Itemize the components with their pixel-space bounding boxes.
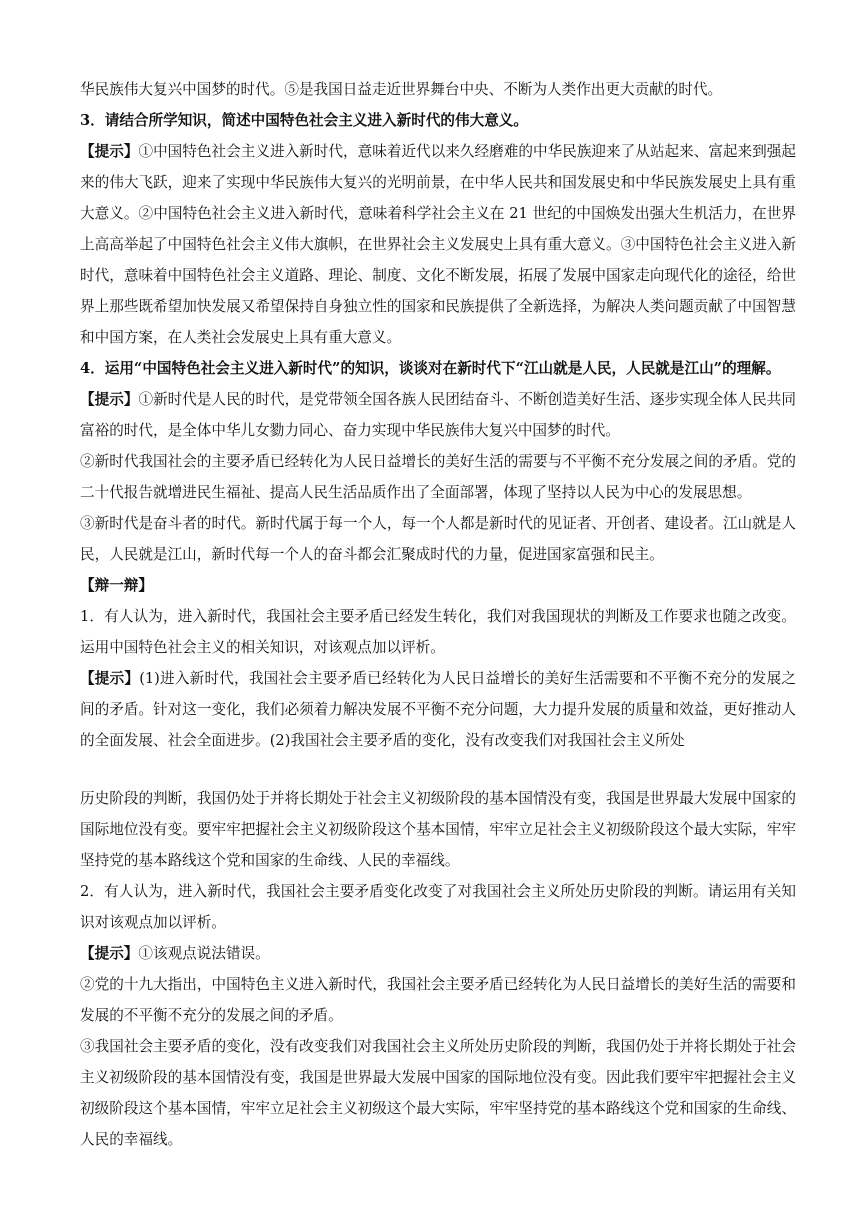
question-4: 4．运用“中国特色社会主义进入新时代”的知识，谈谈对在新时代下“江山就是人民，人民就是江山”的理解。 (80, 360, 781, 377)
continuation-paragraph: 华民族伟大复兴中国梦的时代。⑤是我国日益走近世界舞台中央、不断为人类作出更大贡献的时代。 (80, 81, 723, 98)
answer-4-part-1 (80, 384, 796, 446)
answer-3 (80, 136, 796, 353)
answer-4-part-2: ②新时代我国社会的主要矛盾已经转化为人民日益增长的美好生活的需要与不平衡不充分发展之间的矛盾。党的二十代报告就增进民生福祉、提高人民生活品质作出了全面部署，体现了坚持以人民为中心的发展思想。 (80, 453, 796, 501)
debate-answer-2-part-1 (80, 938, 796, 969)
hint-label: 【提示】 (80, 670, 140, 687)
debate-answer-2-part-3: ③我国社会主要矛盾的变化，没有改变我们对我国社会主义所处历史阶段的判断，我国仍处于并将长期处于社会主义初级阶段的基本国情没有变，我国是世界最大发展中国家的国际地位没有变。因此我们要牢牢把握社会主义初级阶段这个基本国情，牢牢立足社会主义初级这个最大实际，牢牢坚持党的基本路线这个党和国家的生命线、人民的幸福线。 (80, 1038, 796, 1148)
answer-4-text-1: ①新时代是人民的时代，是党带领全国各族人民团结奋斗、不断创造美好生活、逐步实现全体人民共同富裕的时代，是全体中华儿女勠力同心、奋力实现中华民族伟大复兴中国梦的时代。 (80, 391, 796, 439)
debate-answer-2-text-1: ①该观点说法错误。 (138, 945, 270, 962)
page-section-1 (80, 74, 796, 756)
answer-3-text: ①中国特色社会主义进入新时代，意味着近代以来久经磨难的中华民族迎来了从站起来、富起来到强起来的伟大飞跃，迎来了实现中华民族伟大复兴的光明前景，在中华人民共和国发展史和中华民族发展史上具有重大意义。②中国特色社会主义进入新时代，意味着科学社会主义在 21 世纪的中国焕发出强大生机活力，在世界上高高举起了中国特色社会主义伟大旗帜，在世界社会主义发展史上具有重大意义。③中国特色社会主义进入新时代，意味着中国特色社会主义道路、理论、制度、文化不断发展，拓展了发展中国家走向现代化的途径，给世界上那些既希望加快发展又希望保持自身独立性的国家和民族提供了全新选择，为解决人类问题贡献了中国智慧和中国方案，在人类社会发展史上具有重大意义。 (80, 143, 796, 346)
debate-answer-1-text: (1)进入新时代，我国社会主要矛盾已经转化为人民日益增长的美好生活需要和不平衡不充分的发展之间的矛盾。针对这一变化，我们必须着力解决发展不平衡不充分问题，大力提升发展的质量和效益，更好推动人的全面发展、社会全面进步。(2)我国社会主要矛盾的变化，没有改变我们对我国社会主义所处 (80, 670, 796, 749)
question-3: 3．请结合所学知识，简述中国特色社会主义进入新时代的伟大意义。 (80, 112, 528, 129)
page-section-2 (80, 783, 796, 1155)
debate-question-1: 1．有人认为，进入新时代，我国社会主要矛盾已经发生转化，我们对我国现状的判断及工作要求也随之改变。运用中国特色社会主义的相关知识，对该观点加以评析。 (80, 608, 796, 656)
debate-answer-1 (80, 663, 796, 756)
hint-label: 【提示】 (80, 391, 139, 408)
continuation-paragraph: 历史阶段的判断，我国仍处于并将长期处于社会主义初级阶段的基本国情没有变，我国是世界最大发展中国家的国际地位没有变。要牢牢把握社会主义初级阶段这个基本国情，牢牢立足社会主义初级阶段这个最大实际，牢牢坚持党的基本路线这个党和国家的生命线、人民的幸福线。 (80, 790, 796, 869)
debate-question-2: 2．有人认为，进入新时代，我国社会主要矛盾变化改变了对我国社会主义所处历史阶段的判断。请运用有关知识对该观点加以评析。 (80, 883, 796, 931)
debate-answer-2-part-2: ②党的十九大指出，中国特色主义进入新时代，我国社会主要矛盾已经转化为人民日益增长的美好生活的需要和发展的不平衡不充分的发展之间的矛盾。 (80, 976, 796, 1024)
hint-label: 【提示】 (80, 143, 139, 160)
hint-label: 【提示】 (80, 945, 139, 962)
answer-4-part-3: ③新时代是奋斗者的时代。新时代属于每一个人，每一个人都是新时代的见证者、开创者、建设者。江山就是人民，人民就是江山，新时代每一个人的奋斗都会汇聚成时代的力量，促进国家富强和民主。 (80, 515, 796, 563)
debate-heading: 【辩一辩】 (80, 577, 153, 594)
